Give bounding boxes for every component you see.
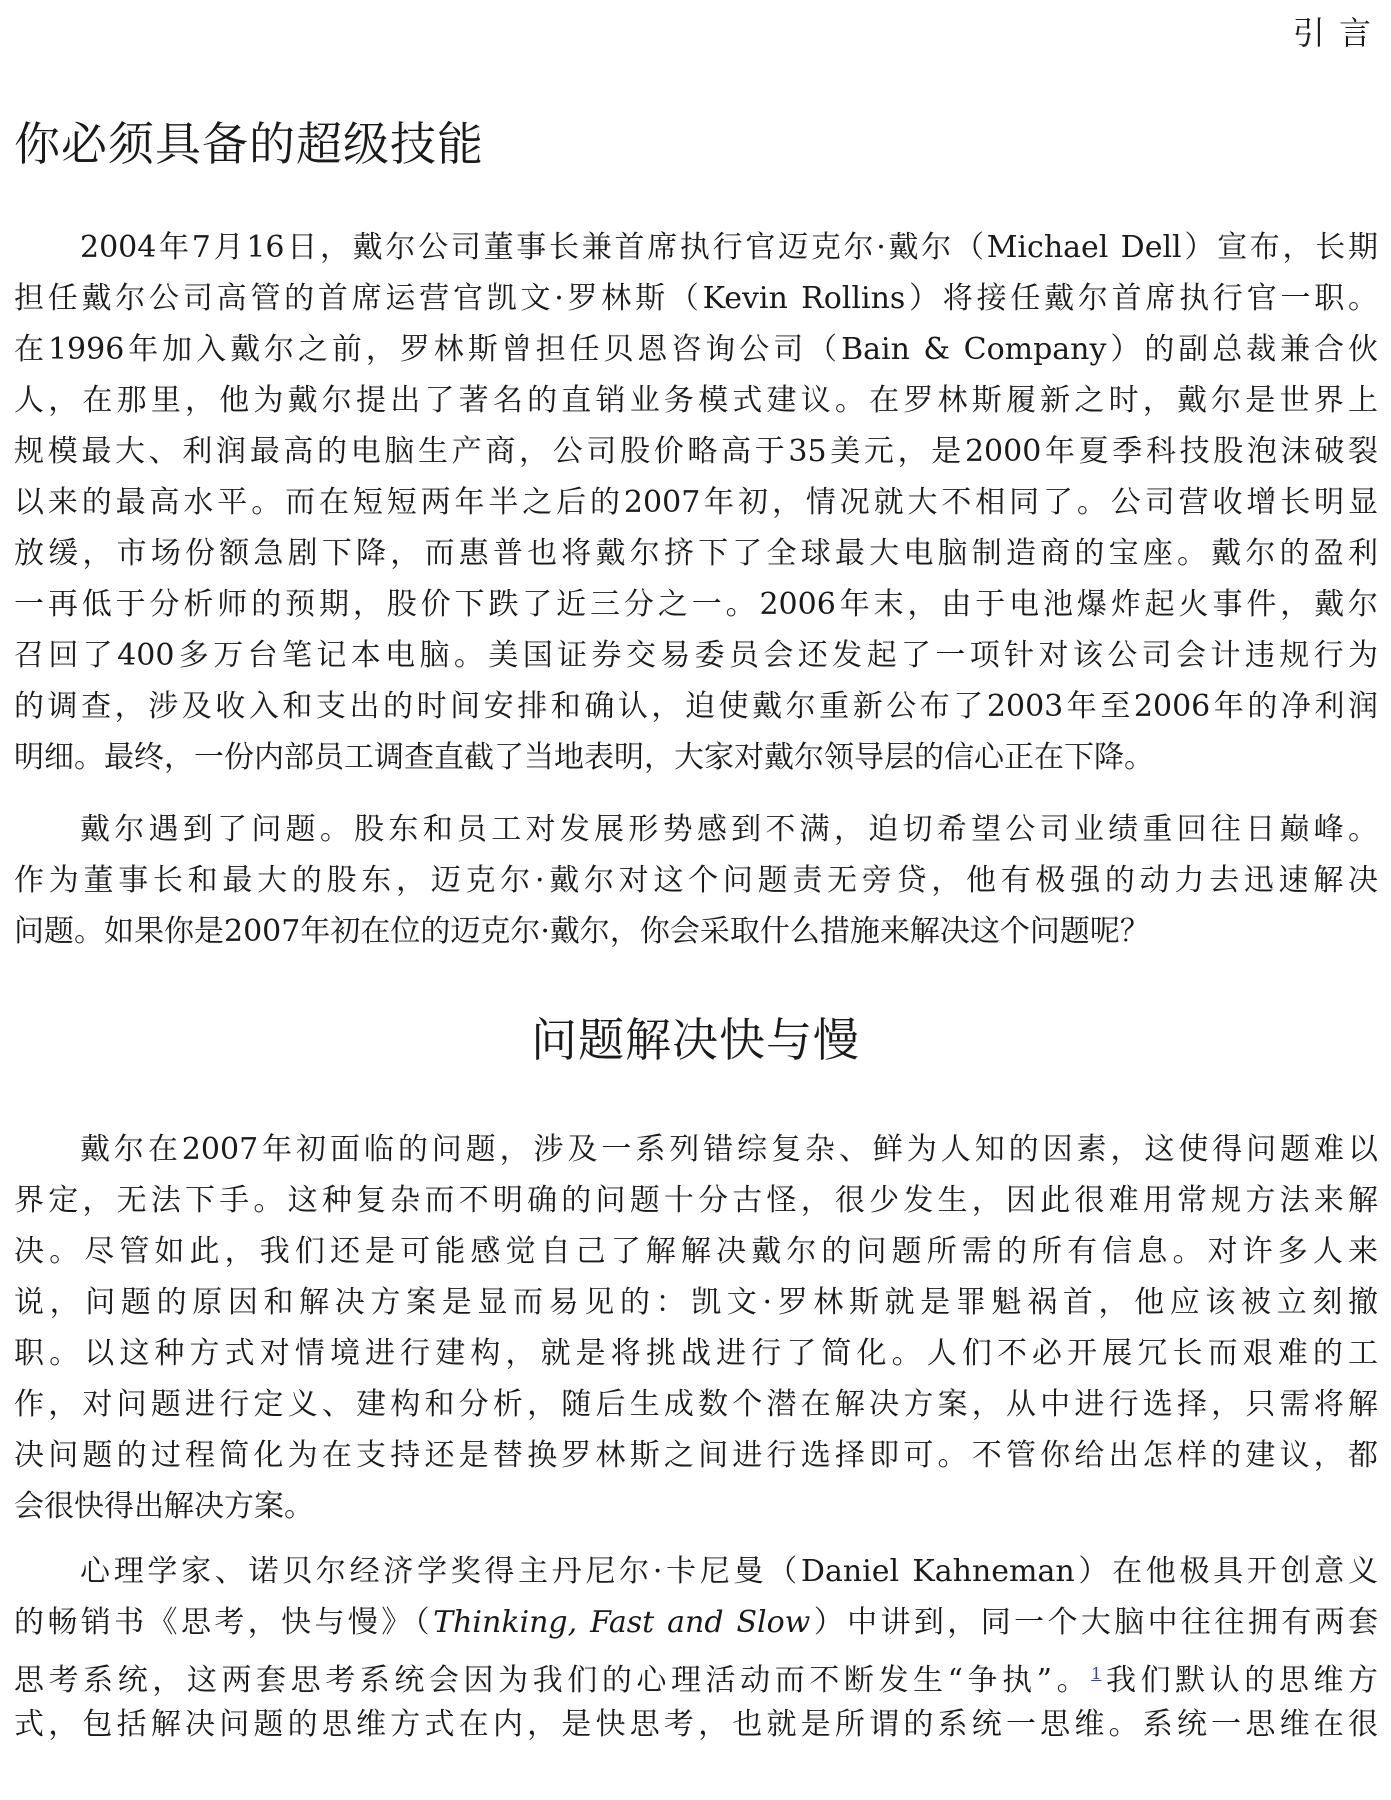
paragraph-line: 心理学家、诺贝尔经济学奖得主丹尼尔·卡尼曼（Daniel Kahneman）在他极具开创意义 xyxy=(80,1554,1378,1589)
paragraph-line: 2004年7月16日，戴尔公司董事长兼首席执行官迈克尔·戴尔（Michael Dell）宣布，长期 xyxy=(80,230,1378,265)
paragraph-line: 问题。如果你是2007年初在位的迈克尔·戴尔，你会采取什么措施来解决这个问题呢？ xyxy=(14,914,1150,949)
footnote-link[interactable]: 1 xyxy=(1091,1664,1102,1683)
paragraph-line: 规模最大、利润最高的电脑生产商，公司股价略高于35美元，是2000年夏季科技股泡沫破裂 xyxy=(14,434,1378,469)
paragraph-line: 作，对问题进行定义、建构和分析，随后生成数个潜在解决方案，从中进行选择，只需将解 xyxy=(14,1387,1378,1422)
paragraph-line: 明细。最终，一份内部员工调查直截了当地表明，大家对戴尔领导层的信心正在下降。 xyxy=(14,740,1154,775)
paragraph-line: 会很快得出解决方案。 xyxy=(14,1489,314,1524)
paragraph-line xyxy=(14,1648,1378,1699)
paragraph-line: 决。尽管如此，我们还是可能感觉自己了解解决戴尔的问题所需的所有信息。对许多人来 xyxy=(14,1234,1378,1269)
paragraph-1 xyxy=(14,222,1378,783)
paragraph-line: 召回了400多万台笔记本电脑。美国证券交易委员会还发起了一项针对该公司会计违规行为 xyxy=(14,638,1378,673)
text-segment: 我们默认的思维方 xyxy=(1101,1663,1378,1698)
paragraph-line: 式，包括解决问题的思维方式在内，是快思考，也就是所谓的系统一思维。系统一思维在很 xyxy=(14,1707,1378,1742)
section-title: 你必须具备的超级技能 xyxy=(14,117,484,171)
paragraph-line: 戴尔遇到了问题。股东和员工对发展形势感到不满，迫切希望公司业绩重回往日巅峰。 xyxy=(80,812,1378,847)
paragraph-line: 戴尔在2007年初面临的问题，涉及一系列错综复杂、鲜为人知的因素，这使得问题难以 xyxy=(80,1132,1378,1167)
paragraph-line: 放缓，市场份额急剧下降，而惠普也将戴尔挤下了全球最大电脑制造商的宝座。戴尔的盈利 xyxy=(14,536,1378,571)
paragraph-line: 职。以这种方式对情境进行建构，就是将挑战进行了简化。人们不必开展冗长而艰难的工 xyxy=(14,1336,1378,1371)
paragraph-4 xyxy=(14,1546,1378,1750)
paragraph-line: 一再低于分析师的预期，股价下跌了近三分之一。2006年末，由于电池爆炸起火事件，戴尔 xyxy=(14,587,1378,622)
running-head: 引 言 xyxy=(1292,14,1373,52)
text-segment: 的畅销书《思考，快与慢》（ xyxy=(14,1605,434,1640)
paragraph-line: 说，问题的原因和解决方案是显而易见的：凯文·罗林斯就是罪魁祸首，他应该被立刻撤 xyxy=(14,1285,1378,1320)
paragraph-line: 的调查，涉及收入和支出的时间安排和确认，迫使戴尔重新公布了2003年至2006年的净利润 xyxy=(14,689,1378,724)
book-title-italic: Thinking, Fast and Slow xyxy=(433,1605,811,1640)
paragraph-line: 担任戴尔公司高管的首席运营官凯文·罗林斯（Kevin Rollins）将接任戴尔首席执行官一职。 xyxy=(14,281,1378,316)
paragraph-2 xyxy=(14,804,1378,957)
paragraph-line xyxy=(14,1597,1378,1648)
text-segment: ）中讲到，同一个大脑中往往拥有两套 xyxy=(810,1605,1378,1640)
subsection-title: 问题解决快与慢 xyxy=(531,1013,860,1067)
paragraph-line: 决问题的过程简化为在支持还是替换罗林斯之间进行选择即可。不管你给出怎样的建议，都 xyxy=(14,1438,1378,1473)
paragraph-line: 人，在那里，他为戴尔提出了著名的直销业务模式建议。在罗林斯履新之时，戴尔是世界上 xyxy=(14,383,1378,418)
paragraph-line: 作为董事长和最大的股东，迈克尔·戴尔对这个问题责无旁贷，他有极强的动力去迅速解决 xyxy=(14,863,1378,898)
paragraph-3 xyxy=(14,1124,1378,1532)
text-segment: 思考系统，这两套思考系统会因为我们的心理活动而不断发生“争执”。 xyxy=(14,1663,1092,1698)
paragraph-line: 界定，无法下手。这种复杂而不明确的问题十分古怪，很少发生，因此很难用常规方法来解 xyxy=(14,1183,1378,1218)
paragraph-line: 在1996年加入戴尔之前，罗林斯曾担任贝恩咨询公司（Bain & Company）的副总裁兼合伙 xyxy=(14,332,1378,367)
paragraph-line: 以来的最高水平。而在短短两年半之后的2007年初，情况就大不相同了。公司营收增长明显 xyxy=(14,485,1378,520)
